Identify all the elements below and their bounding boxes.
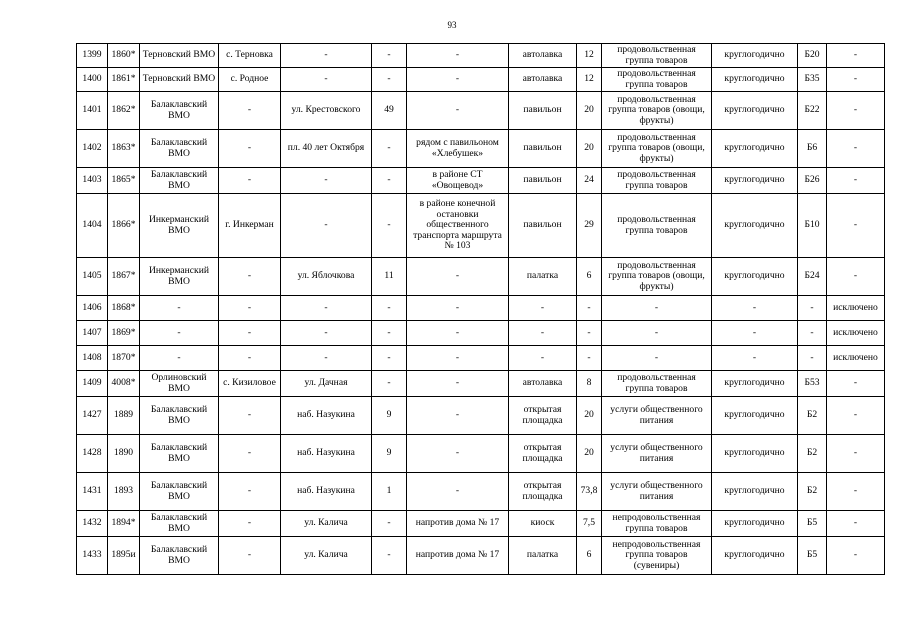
- landmark-cell: напротив дома № 17: [407, 537, 509, 575]
- street-cell: -: [281, 194, 372, 258]
- period-cell: круглогодично: [712, 130, 798, 168]
- street-cell: -: [281, 346, 372, 371]
- area-cell: 24: [577, 168, 602, 194]
- municipality-cell: Балаклавский ВМО: [140, 168, 219, 194]
- municipality-cell: Инкерманский ВМО: [140, 258, 219, 296]
- object-type-cell: автолавка: [509, 371, 577, 397]
- area-cell: 73,8: [577, 473, 602, 511]
- locality-cell: -: [219, 296, 281, 321]
- area-cell: 20: [577, 130, 602, 168]
- object-id-cell: 1865*: [108, 168, 140, 194]
- scheme-code-cell: Б2: [798, 435, 827, 473]
- period-cell: круглогодично: [712, 537, 798, 575]
- period-cell: круглогодично: [712, 44, 798, 68]
- object-type-cell: палатка: [509, 537, 577, 575]
- landmark-cell: -: [407, 68, 509, 92]
- area-cell: 20: [577, 92, 602, 130]
- object-id-cell: 1895и: [108, 537, 140, 575]
- period-cell: круглогодично: [712, 194, 798, 258]
- object-type-cell: открытая площадка: [509, 397, 577, 435]
- scheme-code-cell: Б22: [798, 92, 827, 130]
- locality-cell: -: [219, 511, 281, 537]
- locality-cell: -: [219, 473, 281, 511]
- landmark-cell: -: [407, 321, 509, 346]
- specialization-cell: продовольственная группа товаров: [602, 371, 712, 397]
- period-cell: круглогодично: [712, 258, 798, 296]
- street-cell: -: [281, 68, 372, 92]
- landmark-cell: -: [407, 435, 509, 473]
- table-row: [77, 44, 885, 68]
- locality-cell: -: [219, 321, 281, 346]
- area-cell: 6: [577, 258, 602, 296]
- object-id-cell: 1889: [108, 397, 140, 435]
- scheme-code-cell: Б20: [798, 44, 827, 68]
- row-number-cell: 1405: [77, 258, 108, 296]
- row-number-cell: 1428: [77, 435, 108, 473]
- scheme-code-cell: Б2: [798, 473, 827, 511]
- table-row: [77, 168, 885, 194]
- specialization-cell: услуги общественного питания: [602, 473, 712, 511]
- note-cell: -: [827, 371, 885, 397]
- locality-cell: с. Терновка: [219, 44, 281, 68]
- house-number-cell: -: [372, 321, 407, 346]
- scheme-code-cell: Б2: [798, 397, 827, 435]
- municipality-cell: Балаклавский ВМО: [140, 473, 219, 511]
- municipality-cell: Балаклавский ВМО: [140, 130, 219, 168]
- table-row: [77, 296, 885, 321]
- house-number-cell: -: [372, 44, 407, 68]
- landmark-cell: -: [407, 371, 509, 397]
- table-row: [77, 435, 885, 473]
- area-cell: 20: [577, 435, 602, 473]
- period-cell: круглогодично: [712, 511, 798, 537]
- table-row: [77, 321, 885, 346]
- locality-cell: с. Родное: [219, 68, 281, 92]
- house-number-cell: 49: [372, 92, 407, 130]
- note-cell: -: [827, 511, 885, 537]
- municipality-cell: -: [140, 296, 219, 321]
- landmark-cell: -: [407, 473, 509, 511]
- landmark-cell: -: [407, 296, 509, 321]
- municipality-cell: Балаклавский ВМО: [140, 397, 219, 435]
- specialization-cell: услуги общественного питания: [602, 397, 712, 435]
- street-cell: -: [281, 44, 372, 68]
- note-cell: -: [827, 397, 885, 435]
- house-number-cell: -: [372, 346, 407, 371]
- street-cell: наб. Назукина: [281, 397, 372, 435]
- municipality-cell: Инкерманский ВМО: [140, 194, 219, 258]
- specialization-cell: -: [602, 321, 712, 346]
- locality-cell: -: [219, 537, 281, 575]
- note-cell: исключено: [827, 346, 885, 371]
- street-cell: наб. Назукина: [281, 473, 372, 511]
- area-cell: -: [577, 321, 602, 346]
- street-cell: ул. Крестовского: [281, 92, 372, 130]
- table-body: [77, 44, 885, 575]
- house-number-cell: -: [372, 371, 407, 397]
- specialization-cell: продовольственная группа товаров (овощи, фрукты): [602, 92, 712, 130]
- object-type-cell: открытая площадка: [509, 473, 577, 511]
- period-cell: -: [712, 321, 798, 346]
- scheme-code-cell: -: [798, 346, 827, 371]
- object-id-cell: 1868*: [108, 296, 140, 321]
- specialization-cell: услуги общественного питания: [602, 435, 712, 473]
- street-cell: -: [281, 296, 372, 321]
- house-number-cell: 1: [372, 473, 407, 511]
- object-type-cell: открытая площадка: [509, 435, 577, 473]
- object-type-cell: -: [509, 296, 577, 321]
- municipality-cell: Терновский ВМО: [140, 68, 219, 92]
- locality-cell: с. Кизиловое: [219, 371, 281, 397]
- house-number-cell: -: [372, 511, 407, 537]
- note-cell: исключено: [827, 321, 885, 346]
- area-cell: 8: [577, 371, 602, 397]
- table-row: [77, 92, 885, 130]
- area-cell: 6: [577, 537, 602, 575]
- area-cell: 7,5: [577, 511, 602, 537]
- house-number-cell: 9: [372, 435, 407, 473]
- scheme-code-cell: Б5: [798, 511, 827, 537]
- row-number-cell: 1431: [77, 473, 108, 511]
- scheme-code-cell: Б5: [798, 537, 827, 575]
- locality-cell: -: [219, 435, 281, 473]
- locality-cell: г. Инкерман: [219, 194, 281, 258]
- note-cell: -: [827, 473, 885, 511]
- house-number-cell: -: [372, 537, 407, 575]
- period-cell: круглогодично: [712, 435, 798, 473]
- note-cell: -: [827, 44, 885, 68]
- landmark-cell: в районе конечной остановки общественного транспорта маршрута № 103: [407, 194, 509, 258]
- note-cell: -: [827, 92, 885, 130]
- object-type-cell: автолавка: [509, 44, 577, 68]
- period-cell: круглогодично: [712, 473, 798, 511]
- specialization-cell: продовольственная группа товаров: [602, 168, 712, 194]
- object-id-cell: 1870*: [108, 346, 140, 371]
- locality-cell: -: [219, 258, 281, 296]
- area-cell: 12: [577, 68, 602, 92]
- locality-cell: -: [219, 397, 281, 435]
- note-cell: -: [827, 68, 885, 92]
- area-cell: 20: [577, 397, 602, 435]
- object-id-cell: 1862*: [108, 92, 140, 130]
- note-cell: -: [827, 435, 885, 473]
- note-cell: -: [827, 537, 885, 575]
- object-id-cell: 1860*: [108, 44, 140, 68]
- trade-objects-table: [76, 43, 885, 575]
- table-row: [77, 130, 885, 168]
- row-number-cell: 1409: [77, 371, 108, 397]
- area-cell: 29: [577, 194, 602, 258]
- house-number-cell: -: [372, 130, 407, 168]
- area-cell: -: [577, 296, 602, 321]
- locality-cell: -: [219, 346, 281, 371]
- house-number-cell: -: [372, 168, 407, 194]
- street-cell: ул. Яблочкова: [281, 258, 372, 296]
- note-cell: -: [827, 168, 885, 194]
- landmark-cell: рядом с павильоном «Хлебушек»: [407, 130, 509, 168]
- specialization-cell: непродовольственная группа товаров (сувениры): [602, 537, 712, 575]
- row-number-cell: 1407: [77, 321, 108, 346]
- locality-cell: -: [219, 92, 281, 130]
- specialization-cell: -: [602, 346, 712, 371]
- specialization-cell: продовольственная группа товаров (овощи, фрукты): [602, 258, 712, 296]
- page-number: 93: [447, 20, 457, 30]
- period-cell: -: [712, 296, 798, 321]
- table-row: [77, 194, 885, 258]
- municipality-cell: -: [140, 321, 219, 346]
- landmark-cell: напротив дома № 17: [407, 511, 509, 537]
- locality-cell: -: [219, 168, 281, 194]
- house-number-cell: 11: [372, 258, 407, 296]
- object-type-cell: павильон: [509, 168, 577, 194]
- municipality-cell: Балаклавский ВМО: [140, 435, 219, 473]
- landmark-cell: -: [407, 397, 509, 435]
- period-cell: круглогодично: [712, 371, 798, 397]
- area-cell: 12: [577, 44, 602, 68]
- table-row: [77, 511, 885, 537]
- table-row: [77, 346, 885, 371]
- municipality-cell: Терновский ВМО: [140, 44, 219, 68]
- municipality-cell: Балаклавский ВМО: [140, 92, 219, 130]
- specialization-cell: -: [602, 296, 712, 321]
- object-id-cell: 1890: [108, 435, 140, 473]
- row-number-cell: 1404: [77, 194, 108, 258]
- period-cell: -: [712, 346, 798, 371]
- municipality-cell: Орлиновский ВМО: [140, 371, 219, 397]
- table-row: [77, 258, 885, 296]
- scheme-code-cell: Б10: [798, 194, 827, 258]
- note-cell: исключено: [827, 296, 885, 321]
- object-id-cell: 1861*: [108, 68, 140, 92]
- object-type-cell: павильон: [509, 130, 577, 168]
- scheme-code-cell: -: [798, 321, 827, 346]
- object-id-cell: 4008*: [108, 371, 140, 397]
- period-cell: круглогодично: [712, 92, 798, 130]
- row-number-cell: 1433: [77, 537, 108, 575]
- row-number-cell: 1400: [77, 68, 108, 92]
- row-number-cell: 1432: [77, 511, 108, 537]
- row-number-cell: 1408: [77, 346, 108, 371]
- table-row: [77, 537, 885, 575]
- object-id-cell: 1867*: [108, 258, 140, 296]
- object-id-cell: 1893: [108, 473, 140, 511]
- landmark-cell: в районе СТ «Овощевод»: [407, 168, 509, 194]
- landmark-cell: -: [407, 44, 509, 68]
- object-type-cell: автолавка: [509, 68, 577, 92]
- row-number-cell: 1399: [77, 44, 108, 68]
- object-id-cell: 1866*: [108, 194, 140, 258]
- row-number-cell: 1402: [77, 130, 108, 168]
- house-number-cell: -: [372, 194, 407, 258]
- scheme-code-cell: -: [798, 296, 827, 321]
- table-row: [77, 371, 885, 397]
- object-id-cell: 1869*: [108, 321, 140, 346]
- scheme-code-cell: Б35: [798, 68, 827, 92]
- row-number-cell: 1401: [77, 92, 108, 130]
- street-cell: ул. Дачная: [281, 371, 372, 397]
- street-cell: ул. Калича: [281, 511, 372, 537]
- note-cell: -: [827, 194, 885, 258]
- street-cell: наб. Назукина: [281, 435, 372, 473]
- specialization-cell: продовольственная группа товаров: [602, 194, 712, 258]
- street-cell: -: [281, 321, 372, 346]
- object-id-cell: 1894*: [108, 511, 140, 537]
- specialization-cell: продовольственная группа товаров: [602, 44, 712, 68]
- street-cell: ул. Калича: [281, 537, 372, 575]
- object-type-cell: киоск: [509, 511, 577, 537]
- landmark-cell: -: [407, 346, 509, 371]
- object-type-cell: павильон: [509, 92, 577, 130]
- scheme-code-cell: Б26: [798, 168, 827, 194]
- object-type-cell: павильон: [509, 194, 577, 258]
- table-row: [77, 68, 885, 92]
- period-cell: круглогодично: [712, 168, 798, 194]
- row-number-cell: 1406: [77, 296, 108, 321]
- object-type-cell: палатка: [509, 258, 577, 296]
- street-cell: -: [281, 168, 372, 194]
- landmark-cell: -: [407, 258, 509, 296]
- house-number-cell: -: [372, 296, 407, 321]
- note-cell: -: [827, 130, 885, 168]
- scheme-code-cell: Б53: [798, 371, 827, 397]
- municipality-cell: -: [140, 346, 219, 371]
- municipality-cell: Балаклавский ВМО: [140, 537, 219, 575]
- object-type-cell: -: [509, 346, 577, 371]
- locality-cell: -: [219, 130, 281, 168]
- house-number-cell: -: [372, 68, 407, 92]
- municipality-cell: Балаклавский ВМО: [140, 511, 219, 537]
- object-id-cell: 1863*: [108, 130, 140, 168]
- note-cell: -: [827, 258, 885, 296]
- object-type-cell: -: [509, 321, 577, 346]
- period-cell: круглогодично: [712, 68, 798, 92]
- street-cell: пл. 40 лет Октября: [281, 130, 372, 168]
- scheme-code-cell: Б24: [798, 258, 827, 296]
- specialization-cell: продовольственная группа товаров: [602, 68, 712, 92]
- specialization-cell: продовольственная группа товаров (овощи, фрукты): [602, 130, 712, 168]
- area-cell: -: [577, 346, 602, 371]
- period-cell: круглогодично: [712, 397, 798, 435]
- house-number-cell: 9: [372, 397, 407, 435]
- landmark-cell: -: [407, 92, 509, 130]
- table-row: [77, 397, 885, 435]
- row-number-cell: 1427: [77, 397, 108, 435]
- scheme-code-cell: Б6: [798, 130, 827, 168]
- table-row: [77, 473, 885, 511]
- row-number-cell: 1403: [77, 168, 108, 194]
- specialization-cell: непродовольственная группа товаров: [602, 511, 712, 537]
